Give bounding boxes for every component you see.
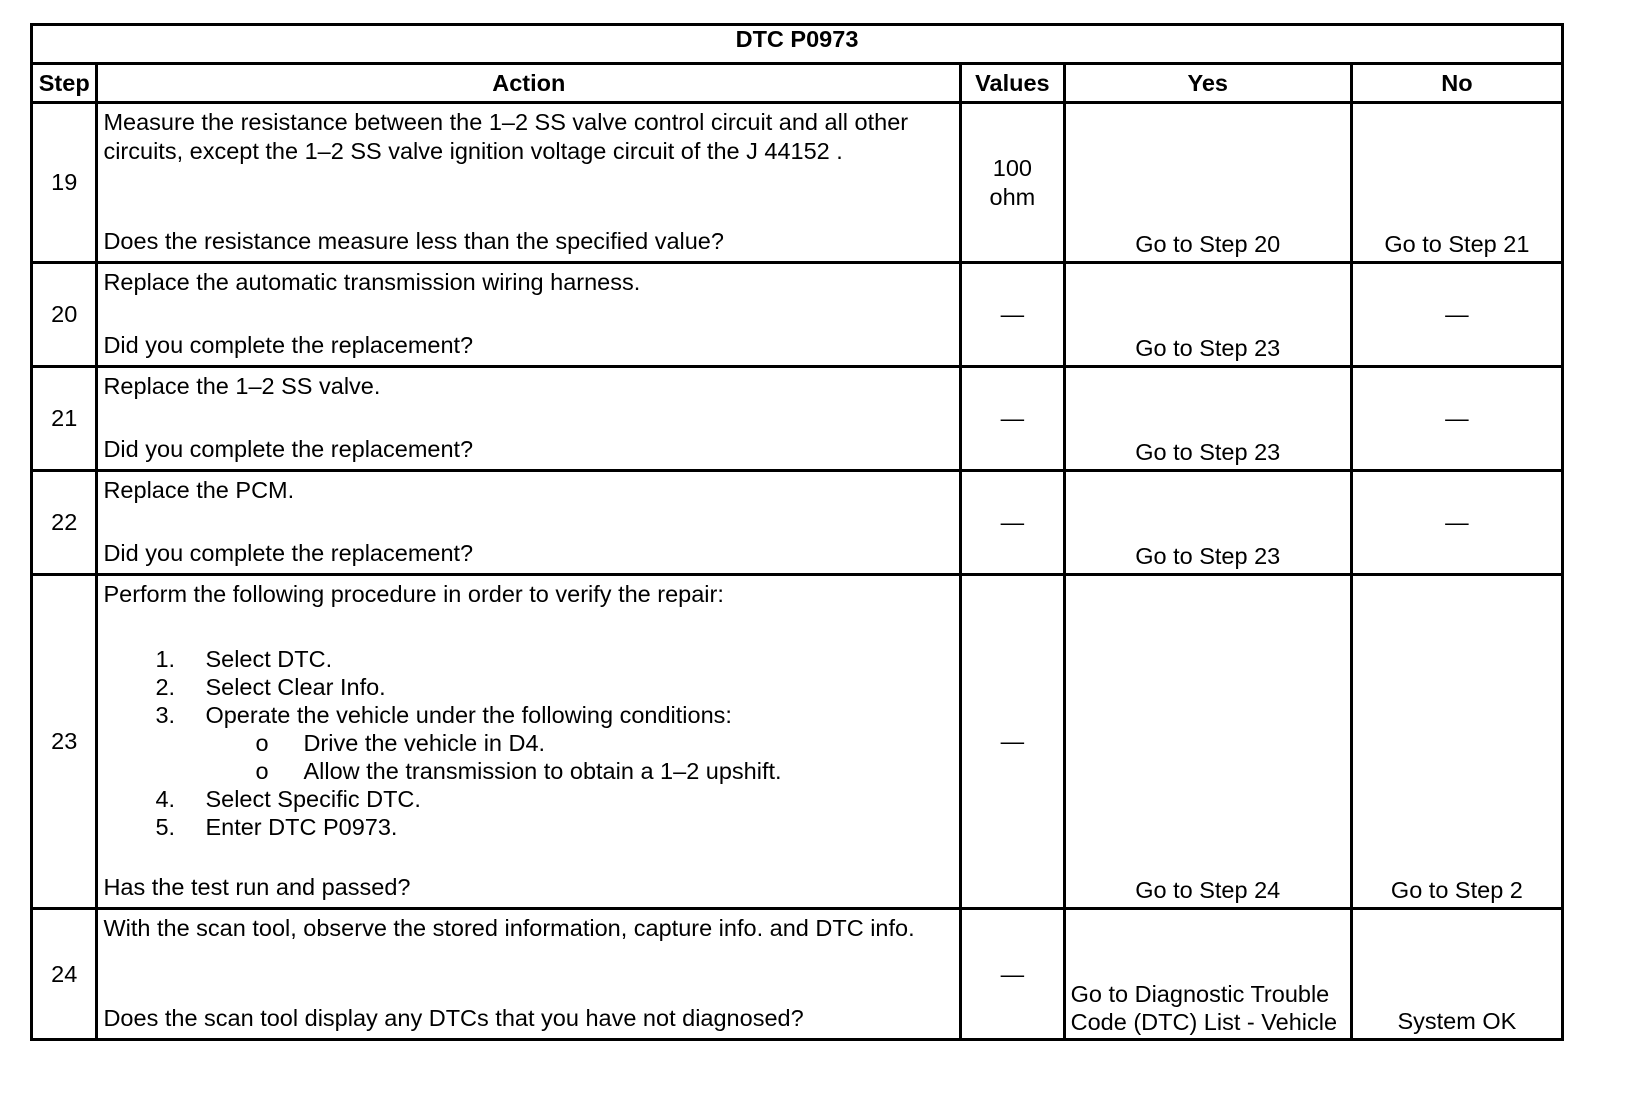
yes-link[interactable]: Go to Step 23	[1135, 439, 1281, 465]
action-cell	[97, 263, 961, 367]
no-link[interactable]: System OK	[1397, 1008, 1517, 1034]
list-item: o Allow the transmission to obtain a 1–2 upshift.	[255, 758, 782, 784]
no-cell: —	[1351, 471, 1562, 575]
table-row	[32, 909, 1563, 1040]
action-cell	[97, 909, 961, 1040]
no-cell	[1351, 575, 1562, 909]
header-action: Action	[97, 64, 961, 103]
yes-link[interactable]: Go to Step 24	[1135, 877, 1281, 903]
sub-list	[205, 729, 953, 785]
value-cell: —	[961, 471, 1064, 575]
list-item: 5. Enter DTC P0973.	[155, 814, 398, 840]
action-cell	[97, 367, 961, 471]
yes-link[interactable]: Go to Step 23	[1135, 543, 1281, 569]
table-row	[32, 471, 1563, 575]
no-cell: —	[1351, 367, 1562, 471]
no-cell	[1351, 103, 1562, 263]
list-item: o Drive the vehicle in D4.	[255, 730, 546, 756]
action-text: Perform the following procedure in order to verify the repair:	[103, 581, 724, 607]
list-item: 2. Select Clear Info.	[155, 674, 386, 700]
action-question: Does the scan tool display any DTCs that you have not diagnosed?	[103, 1005, 804, 1031]
no-link[interactable]: Go to Step 21	[1384, 231, 1530, 257]
step-number: 24	[32, 909, 97, 1040]
action-text: With the scan tool, observe the stored information, capture info. and DTC info.	[103, 915, 915, 941]
step-number: 22	[32, 471, 97, 575]
action-text: Replace the PCM.	[103, 477, 295, 503]
table-row	[32, 263, 1563, 367]
header-step: Step	[32, 64, 97, 103]
action-question: Did you complete the replacement?	[103, 540, 474, 566]
header-values: Values	[961, 64, 1064, 103]
action-question: Does the resistance measure less than the specified value?	[103, 228, 724, 254]
action-text: Replace the 1–2 SS valve.	[103, 373, 381, 399]
yes-cell	[1064, 471, 1351, 575]
table-title: DTC P0973	[32, 25, 1563, 64]
action-cell	[97, 471, 961, 575]
no-cell	[1351, 909, 1562, 1040]
action-text: Measure the resistance between the 1–2 SS valve control circuit and all other circuits, except the 1–2 SS valve ignition voltage circuit of the J 44152 .	[103, 109, 909, 164]
action-cell	[97, 575, 961, 909]
value-cell	[961, 103, 1064, 263]
list-item: 3. Operate the vehicle under the following conditions: o Drive the vehicle in D4. o Allow the transmission to obtain a 1–2 upshift.	[103, 701, 953, 785]
yes-link[interactable]: Go to Diagnostic Trouble Code (DTC) List - Vehicle	[1070, 981, 1338, 1035]
table-row	[32, 103, 1563, 263]
value-text: 100 ohm	[989, 154, 1036, 210]
yes-cell	[1064, 575, 1351, 909]
procedure-list	[103, 645, 953, 841]
no-cell: —	[1351, 263, 1562, 367]
yes-link[interactable]: Go to Step 20	[1135, 231, 1281, 257]
action-text: Replace the automatic transmission wiring harness.	[103, 269, 641, 295]
table-row	[32, 367, 1563, 471]
header-yes: Yes	[1064, 64, 1351, 103]
no-link[interactable]: Go to Step 2	[1390, 877, 1523, 903]
step-number: 23	[32, 575, 97, 909]
yes-link[interactable]: Go to Step 23	[1135, 335, 1281, 361]
yes-cell	[1064, 909, 1351, 1040]
step-number: 20	[32, 263, 97, 367]
value-cell: —	[961, 367, 1064, 471]
yes-cell	[1064, 103, 1351, 263]
step-number: 19	[32, 103, 97, 263]
action-question: Has the test run and passed?	[103, 874, 411, 900]
list-item: 1. Select DTC.	[155, 646, 333, 672]
action-question: Did you complete the replacement?	[103, 332, 474, 358]
value-cell: —	[961, 909, 1064, 1040]
value-cell: —	[961, 575, 1064, 909]
action-question: Did you complete the replacement?	[103, 436, 474, 462]
value-cell: —	[961, 263, 1064, 367]
action-cell	[97, 103, 961, 263]
header-no: No	[1351, 64, 1562, 103]
step-number: 21	[32, 367, 97, 471]
table-row	[32, 575, 1563, 909]
yes-cell	[1064, 367, 1351, 471]
dtc-table	[30, 23, 1564, 1041]
list-item: 4. Select Specific DTC.	[155, 786, 421, 812]
yes-cell	[1064, 263, 1351, 367]
